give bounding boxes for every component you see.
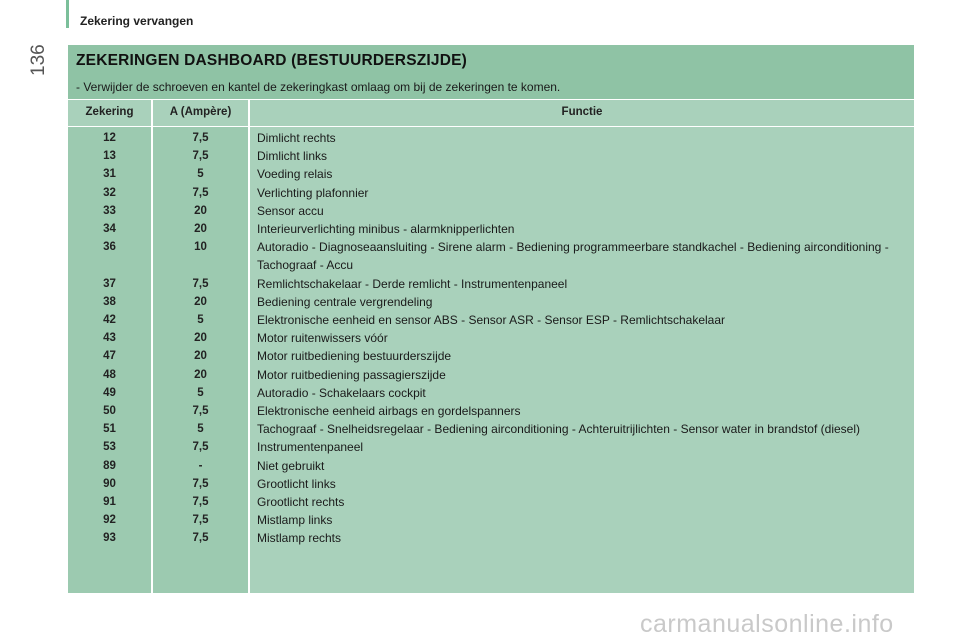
- fuse-number: 31: [103, 168, 116, 181]
- table-row: [68, 202, 914, 220]
- column-header-ampere: A (Ampère): [169, 106, 232, 118]
- fuse-number: 42: [103, 314, 116, 327]
- table-row: [68, 529, 914, 547]
- table-row: [68, 493, 914, 511]
- fuse-number: 47: [103, 350, 116, 363]
- fuse-function: Motor ruitenwissers vóór: [257, 331, 388, 346]
- fuse-amperage: 20: [194, 223, 207, 236]
- table-row: [68, 511, 914, 529]
- fuse-number: 13: [103, 150, 116, 163]
- table-row: [68, 129, 914, 147]
- fuse-number: 51: [103, 423, 116, 436]
- fuse-amperage: 7,5: [192, 186, 209, 199]
- fuse-amperage: 7,5: [192, 532, 209, 545]
- fuse-function: Mistlamp links: [257, 513, 333, 528]
- fuse-function: Mistlamp rechts: [257, 531, 342, 546]
- table-row: [68, 238, 914, 274]
- fuse-amperage: 7,5: [192, 405, 209, 418]
- table-row: [68, 275, 914, 293]
- fuse-function: Dimlicht rechts: [257, 131, 336, 145]
- fuse-function: Interieurverlichting minibus - alarmknipperlichten: [257, 222, 515, 237]
- fuse-number: 91: [103, 496, 116, 509]
- fuse-function: Motor ruitbediening passagierszijde: [257, 367, 446, 382]
- fuse-amperage: 5: [197, 423, 204, 436]
- fuse-amperage: 20: [194, 295, 207, 308]
- fuse-number: 37: [103, 277, 116, 290]
- page-number: 136: [28, 44, 49, 76]
- fuse-number: 32: [103, 186, 116, 199]
- watermark: carmanualsonline.info: [640, 610, 894, 638]
- fuse-function: Bediening centrale vergrendeling: [257, 294, 433, 309]
- table-row: [68, 457, 914, 475]
- fuse-amperage: 7,5: [192, 496, 209, 509]
- fuse-amperage: 20: [194, 332, 207, 345]
- section-header: Zekering vervangen: [80, 14, 194, 28]
- fuse-function: Niet gebruikt: [257, 458, 325, 473]
- table-row: [68, 438, 914, 456]
- fuse-function: Dimlicht links: [257, 149, 328, 164]
- fuse-number: 89: [103, 459, 116, 472]
- column-header-function: Functie: [561, 106, 603, 118]
- page-number-wrap: [28, 38, 58, 78]
- fuse-function: Grootlicht links: [257, 476, 336, 491]
- table-row: [68, 165, 914, 183]
- fuse-table-panel: [68, 45, 914, 593]
- fuse-function: Grootlicht rechts: [257, 495, 345, 510]
- fuse-number: 36: [103, 241, 116, 254]
- panel-header: [68, 45, 914, 99]
- fuse-amperage: -: [198, 459, 203, 472]
- fuse-number: 33: [103, 204, 116, 217]
- table-row: [68, 384, 914, 402]
- fuse-number: 49: [103, 386, 116, 399]
- table-row: [68, 293, 914, 311]
- fuse-function: Instrumentenpaneel: [257, 440, 364, 455]
- fuse-amperage: 20: [194, 368, 207, 381]
- fuse-number: 34: [103, 223, 116, 236]
- panel-intro: - Verwijder de schroeven en kantel de zekeringkast omlaag om bij de zekeringen te komen.: [76, 80, 561, 94]
- fuse-function: Verlichting plafonnier: [257, 185, 369, 200]
- fuse-amperage: 7,5: [192, 150, 209, 163]
- table-row: [68, 347, 914, 365]
- table-row: [68, 184, 914, 202]
- fuse-amperage: 7,5: [192, 514, 209, 527]
- fuse-amperage: 5: [197, 386, 204, 399]
- fuse-function: Elektronische eenheid airbags en gordelspanners: [257, 404, 521, 419]
- table-row: [68, 366, 914, 384]
- fuse-function: Sensor accu: [257, 203, 324, 218]
- fuse-amperage: 20: [194, 350, 207, 363]
- fuse-amperage: 5: [197, 314, 204, 327]
- table-header-row: [68, 99, 914, 127]
- fuse-amperage: 5: [197, 168, 204, 181]
- fuse-number: 38: [103, 295, 116, 308]
- fuse-function: Autoradio - Schakelaars cockpit: [257, 385, 426, 400]
- table-row: [68, 311, 914, 329]
- table-row: [68, 402, 914, 420]
- fuse-amperage: 7,5: [192, 441, 209, 454]
- fuse-number: 92: [103, 514, 116, 527]
- fuse-function: Tachograaf - Snelheidsregelaar - Bediening airconditioning - Achteruitrijlichten - Sensor water in brandstof (diesel): [257, 422, 860, 437]
- fuse-amperage: 10: [194, 241, 207, 254]
- fuse-number: 90: [103, 477, 116, 490]
- table-row: [68, 329, 914, 347]
- fuse-amperage: 7,5: [192, 132, 209, 144]
- fuse-function: Voeding relais: [257, 167, 333, 182]
- fuse-function: Remlichtschakelaar - Derde remlicht - Instrumentenpaneel: [257, 276, 568, 291]
- fuse-function: Elektronische eenheid en sensor ABS - Sensor ASR - Sensor ESP - Remlichtschakelaar: [257, 313, 726, 328]
- fuse-amperage: 7,5: [192, 277, 209, 290]
- fuse-function: Autoradio - Diagnoseaansluiting - Sirene alarm - Bediening programmeerbare standkachel - Bediening airconditioning - Tachograaf - Accu: [257, 240, 889, 273]
- fuse-amperage: 20: [194, 204, 207, 217]
- fuse-number: 93: [103, 532, 116, 545]
- table-row: [68, 220, 914, 238]
- column-header-fuse: Zekering: [85, 106, 134, 118]
- fuse-amperage: 7,5: [192, 477, 209, 490]
- fuse-function: Motor ruitbediening bestuurderszijde: [257, 349, 452, 364]
- section-marker-bar: [66, 0, 69, 28]
- fuse-number: 43: [103, 332, 116, 345]
- fuse-number: 48: [103, 368, 116, 381]
- fuse-number: 12: [103, 132, 116, 144]
- fuse-number: 50: [103, 405, 116, 418]
- fuse-table-body: [68, 129, 914, 548]
- table-row: [68, 420, 914, 438]
- table-row: [68, 147, 914, 165]
- fuse-number: 53: [103, 441, 116, 454]
- table-row: [68, 475, 914, 493]
- panel-title: ZEKERINGEN DASHBOARD (BESTUURDERSZIJDE): [76, 52, 468, 69]
